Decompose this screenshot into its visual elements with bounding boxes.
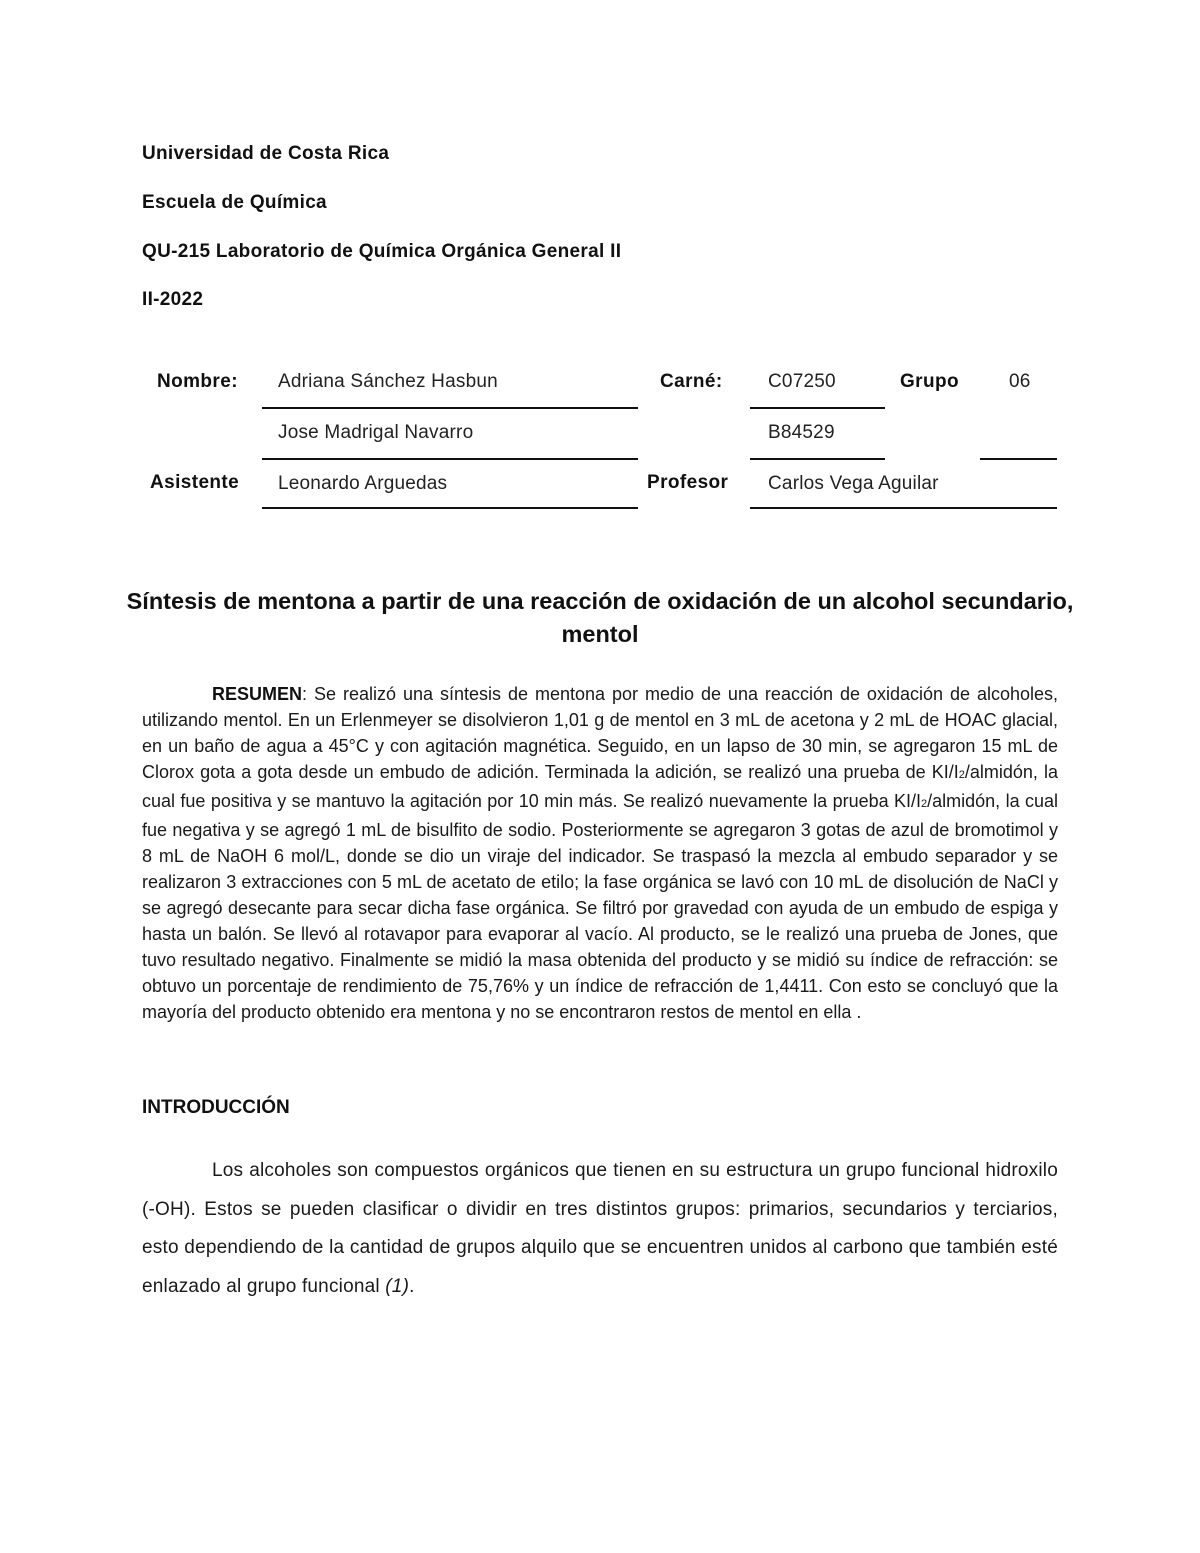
- underline-carne-2: [750, 458, 885, 460]
- abstract-paragraph: [142, 681, 1058, 1025]
- abstract-text-1: : Se realizó una síntesis de mentona por medio de una reacción de oxidación de alcoholes, utilizando mentol. En un Erlenmeyer se disolvieron 1,01 g de mentol en 3 mL de acetona y 2 mL de HOAC glacial, en un baño de agua a 45°C y con agitación magnética. Seguido, en un lapso de 30 min, se agregaron 15 mL de Clorox gota a gota desde un embudo de adición. Terminada la adición, se realizó una prueba de KI/I: [142, 684, 1058, 782]
- school-name: Escuela de Química: [142, 192, 327, 213]
- introduction-end: .: [409, 1275, 415, 1297]
- abstract-label: RESUMEN: [212, 684, 303, 704]
- student-name-1: Adriana Sánchez Hasbun: [278, 371, 498, 392]
- grupo-label: Grupo: [900, 371, 959, 392]
- grupo-value: 06: [1009, 371, 1031, 392]
- underline-profesor: [750, 507, 1057, 509]
- citation: (1): [385, 1275, 410, 1297]
- carne-label: Carné:: [660, 371, 723, 392]
- underline-grupo: [980, 458, 1057, 460]
- introduction-paragraph: [142, 1152, 1058, 1306]
- asistente-label: Asistente: [150, 472, 240, 493]
- university-name: Universidad de Costa Rica: [142, 143, 390, 164]
- introduction-text: Los alcoholes son compuestos orgánicos que tienen en su estructura un grupo funcional hidroxilo (-OH). Estos se pueden clasificar o dividir en tres distintos grupos: primarios, secundarios y terciarios, esto dependiendo de la cantidad de grupos alquilo que se encuentren unidos al carbono que también esté enlazado al grupo funcional: [142, 1160, 1058, 1297]
- underline-name-2: [262, 458, 638, 460]
- report-title: Síntesis de mentona a partir de una reacción de oxidación de un alcohol secundario, mentol: [126, 588, 1074, 647]
- carne-2: B84529: [768, 422, 835, 443]
- asistente-value: Leonardo Arguedas: [278, 473, 448, 494]
- underline-carne-1: [750, 407, 885, 409]
- underline-asistente: [262, 507, 638, 509]
- underline-name-1: [262, 407, 638, 409]
- subscript-2-a: 2: [958, 769, 965, 781]
- course-name: QU-215 Laboratorio de Química Orgánica General II: [142, 241, 622, 262]
- abstract-text-3: /almidón, la cual fue negativa y se agregó 1 mL de bisulfito de sodio. Posteriormente se agregaron 3 gotas de azul de bromotimol y 8 mL de NaOH 6 mol/L, donde se dio un viraje del indicador. Se traspasó la mezcla al embudo separador y se realizaron 3 extracciones con 5 mL de acetato de etilo; la fase orgánica se lavó con 10 mL de disolución de NaCl y se agregó desecante para secar dicha fase orgánica. Se filtró por gravedad con ayuda de un embudo de espiga y hasta un balón. Se llevó al rotavapor para evaporar al vacío. Al producto, se le realizó una prueba de Jones, que tuvo resultado negativo. Finalmente se midió la masa obtenida del producto y se midió su índice de refracción: se obtuvo un porcentaje de rendimiento de 75,76% y un índice de refracción de 1,4411. Con esto se concluyó que la mayoría del producto obtenido era mentona y no se encontraron restos de mentol en ella .: [142, 791, 1058, 1022]
- introduction-heading: INTRODUCCIÓN: [142, 1097, 290, 1118]
- student-name-2: Jose Madrigal Navarro: [278, 422, 474, 443]
- subscript-2-b: 2: [921, 798, 928, 810]
- term: II-2022: [142, 289, 204, 310]
- profesor-label: Profesor: [647, 472, 729, 493]
- profesor-value: Carlos Vega Aguilar: [768, 473, 939, 494]
- carne-1: C07250: [768, 371, 836, 392]
- nombre-label: Nombre:: [157, 371, 238, 392]
- abstract-text-2: /almidón, la cual fue positiva y se mantuvo la agitación por 10 min más. Se realizó nuevamente la prueba KI/I: [142, 762, 1058, 811]
